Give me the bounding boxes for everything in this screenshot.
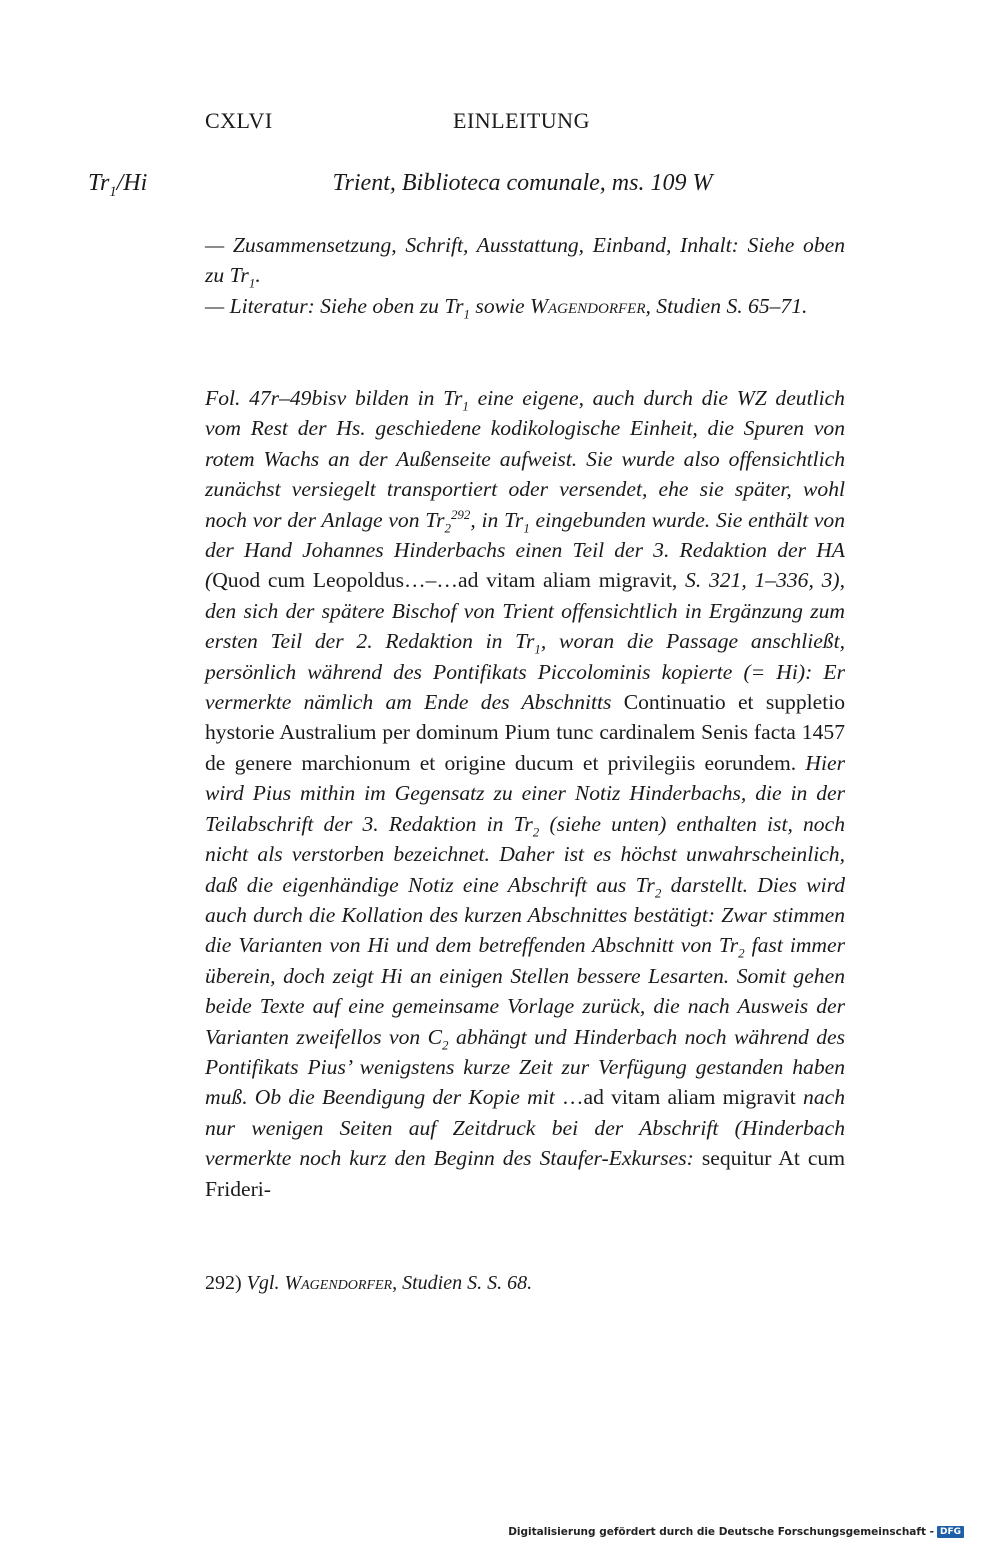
text: , in Tr: [470, 507, 524, 532]
text: abhängt und Hinderbach noch während des Pontifikats Pius’ wenigstens kurze Zeit zur Verfügung gestanden haben muß. Ob die Beendigung der Kopie mit: [205, 1024, 846, 1110]
sub: 1: [523, 519, 530, 535]
desc-sub: 1: [248, 275, 256, 291]
text: darstellt. Dies wird auch durch die Kollation des kurzen Abschnittes bestätigt: Zwar stimmen die Varianten von Hi und dem betreffenden Abschnitt von Tr: [205, 872, 845, 958]
sub: 1: [462, 398, 469, 414]
sigle-base: Tr: [88, 170, 110, 196]
desc-text: — Literatur: Siehe oben zu Tr: [205, 293, 464, 318]
sub: 2: [442, 1036, 449, 1052]
running-title: EINLEITUNG: [453, 108, 590, 133]
footnote-number: 292): [205, 1272, 242, 1294]
desc-text: sowie: [470, 293, 531, 318]
text: , woran die Passage anschließt, persönlich während des Pontifikats Piccolominis kopierte (= Hi): Er vermerkte nämlich am Ende des Abschnitts: [205, 629, 845, 715]
desc-line-literature: [205, 291, 845, 321]
sub: 1: [534, 641, 541, 657]
text: Fol. 47r–49bisv bilden in Tr: [205, 386, 463, 410]
text: fast immer überein, doch zeigt Hi an einigen Stellen bessere Lesarten. Somit gehen beide Texte auf eine gemeinsame Vorlage zurück, die nach Ausweis der Varianten zweifellos von C: [205, 933, 846, 1049]
quotation: Continuatio et suppletio hystorie Australium per dominum Pium tunc cardinalem Senis facta 1457 de genere marchionum et origine ducum et privilegiis eorundem.: [205, 690, 845, 775]
dfg-logo: DFG: [937, 1526, 964, 1538]
quotation: Quod cum Leopoldus…–…ad vitam aliam migravit,: [212, 568, 678, 593]
desc-text: , Studien S. 65–71.: [645, 293, 808, 318]
author-name: Wagendorfer: [284, 1272, 393, 1294]
text: nach nur wenigen Seiten auf Zeitdruck bei der Abschrift (Hinderbach vermerkte noch kurz den Beginn des Staufer-Exkurses:: [205, 1085, 845, 1171]
manuscript-title: Trient, Biblioteca comunale, ms. 109 W: [332, 170, 713, 196]
desc-sub: 1: [463, 306, 471, 322]
desc-text: .: [255, 263, 261, 288]
manuscript-sigle: [88, 170, 148, 200]
main-paragraph: [205, 383, 845, 1204]
footnote-text: Vgl.: [241, 1272, 285, 1294]
page-number: CXLVI: [205, 108, 273, 133]
sub: 2: [738, 945, 745, 961]
sigle-suffix: /Hi: [116, 170, 148, 196]
description-block: [205, 230, 845, 321]
sub: 2: [654, 884, 662, 900]
text: Hier wird Pius mithin im Gegensatz zu einer Notiz Hinderbachs, die in der Teilabschrift der 3. Redaktion in Tr: [205, 750, 845, 836]
footnote-ref: 292: [450, 506, 471, 522]
desc-text: — Zusammensetzung, Schrift, Ausstattung, Einband, Inhalt: Siehe oben zu Tr: [205, 233, 845, 288]
credit-text: Digitalisierung gefördert durch die Deutsche Forschungsgemeinschaft -: [508, 1526, 934, 1538]
sigle-sub: 1: [109, 183, 117, 200]
text: S. 321, 1–336, 3), den sich der spätere Bischof von Trient offensichtlich in Ergänzung zum ersten Teil der 2. Redaktion in Tr: [205, 568, 845, 654]
quotation: …ad vitam aliam migravit: [561, 1085, 796, 1110]
text: (siehe unten) enthalten ist, noch nicht als verstorben bezeichnet. Daher ist es höchst unwahrscheinlich, daß die eigenhändige Notiz eine Abschrift aus Tr: [205, 811, 845, 897]
quotation: sequitur At cum Frideri-: [205, 1146, 845, 1201]
text: eingebunden wurde. Sie enthält von der Hand Johannes Hinderbachs einen Teil der 3. Redaktion der HA (: [205, 507, 845, 593]
author-name: Wagendorfer: [530, 293, 646, 318]
text: eine eigene, auch durch die WZ deutlich vom Rest der Hs. geschiedene kodikologische Einheit, die Spuren von rotem Wachs an der Außenseite aufweist. Sie wurde also offensichtlich zunächst versiegelt transportiert oder versendet, ehe sie später, wohl noch vor der Anlage von Tr: [205, 386, 845, 532]
sub: 2: [532, 824, 540, 839]
desc-line-contents: [205, 230, 845, 291]
sub: 2: [444, 519, 451, 535]
footer-credit: [508, 1526, 964, 1538]
footnote: [205, 1272, 532, 1295]
footnote-text: , Studien S. S. 68.: [392, 1272, 533, 1294]
